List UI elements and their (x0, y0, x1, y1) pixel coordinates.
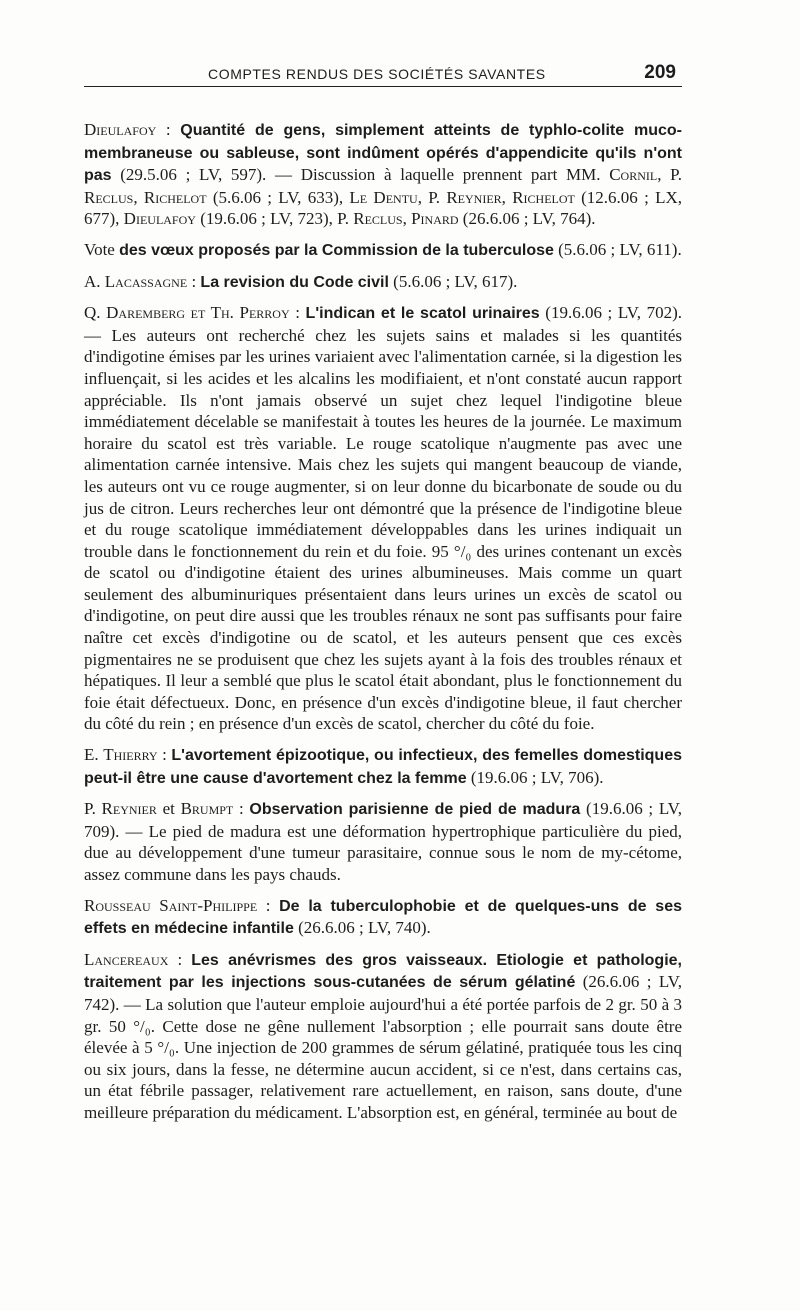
entry-body: (19.6.06 ; LV, 702). — Les auteurs ont recherché chez les sujets sains et malades si les quantités d'indigotine émises par les urines variaient avec l'alimentation carnée, si la digestion les influençait, si les acides et les alcalins les modifiaient, et n'ont constaté aucun rapport appréciable. Ils n'ont jamais observé un sujet chez lequel l'indigotine bleue immédiatement décelable se manifestait à toutes les heures de la journée. Le maximum horaire du scatol est très variable. Le rouge scatolique n'augmente pas avec une alimentation carnée intensive. Mais chez les sujets qui mangent beaucoup de viande, les auteurs ont vu ce rouge augmenter, si on leur donne du bicarbonate de soude ou du jus de citron. Leurs recherches leur ont démontré que la présence de l'indigotine bleue et du rouge scatolique immédiatement développables dans les urines indiquait un trouble dans le fonctionnement du rein et du foie. 95 °/₀ des urines contenant un excès de scatol ou d'indigotine étaient des urines albumineuses. Mais comme un quart seulement des albuminuriques présentaient dans leurs urines un excès de scatol ou d'indigotine, on peut dire aussi que les troubles rénaux ne sont pas suffisants pour faire naître cet excès d'indigotine ou de scatol, et les auteurs pensent que ces excès pigmentaires ne se produisent que chez les sujets ayant à la fois des troubles rénaux et hépatiques. Il leur a semblé que plus le scatol était abondant, plus le fonctionnement du foie était défectueux. Donc, en présence d'un excès d'indigotine bleue, il faut chercher du côté du rein ; en présence d'un excès de scatol, chercher du côté du foie. (84, 303, 683, 734)
entry-author: Reynier (101, 799, 157, 819)
running-head (84, 60, 682, 87)
entry-reference: (5.6.06 ; LV, 611). (553, 239, 682, 259)
entry-reference: (19.6.06 ; LV, 706). (466, 767, 604, 787)
entry-author: Lancereaux (84, 949, 169, 969)
entry-title: De la tuberculophobie et de quelques-uns de ses effets en médecine infantile (84, 897, 683, 938)
running-title: COMPTES RENDUS DES SOCIÉTÉS SAVANTES (208, 66, 546, 82)
page-number: 209 (644, 62, 676, 83)
entry-dieulafoy (84, 119, 682, 230)
entry-title: Observation parisienne de pied de madura (249, 801, 581, 819)
entry-separator: : (257, 895, 280, 915)
entry-text: (26.6.06 ; LV, 764). (458, 209, 596, 229)
entry-separator: : (187, 271, 201, 291)
entries (84, 119, 682, 1124)
entry-names: Reclus, Pinard (353, 209, 459, 229)
entry-text: , P. (417, 187, 447, 207)
entry-daremberg-perroy (84, 302, 682, 735)
entry-separator: : (289, 303, 306, 323)
entry-author: Dieulafoy (84, 120, 157, 139)
entry-separator: : (233, 799, 250, 819)
entry-text: (5.6.06 ; LV, 633), (206, 187, 350, 207)
entry-separator: : (168, 949, 192, 969)
entry-prefix: Vote (84, 239, 120, 259)
entry-title: Quantité de gens, simplement atteints de typhlo-colite muco-membraneuse ou sableuse, sont indûment opérés d'appendicite qu'ils n'ont pas (84, 122, 682, 185)
entry-lacassagne (84, 271, 682, 294)
entry-names: Cornil (609, 165, 658, 185)
entry-connector: et Th. (185, 303, 240, 323)
entry-names: Dieulafoy (123, 209, 196, 229)
entry-names: Reclus, Richelot (84, 187, 207, 207)
entry-initial: P. (84, 799, 102, 819)
entry-title: Les anévrismes des gros vaisseaux. Etiologie et pathologie, traitement par les injections sous-cutanées de sérum gélatiné (84, 951, 682, 992)
entry-text: , P. (657, 165, 682, 185)
entry-lancereaux (84, 949, 682, 1124)
entry-vote-voeux (84, 239, 682, 262)
page (84, 60, 682, 1133)
entry-author: Lacassagne (104, 271, 188, 291)
entry-text: (12.6.06 ; LX, 677), (84, 187, 682, 229)
entry-initial: Q. (84, 303, 107, 323)
entry-reference: (26.6.06 ; LV, 740). (293, 918, 431, 938)
entry-author: Rousseau Saint-Philippe (84, 895, 258, 915)
entry-connector: et (156, 799, 181, 819)
entry-separator: : (157, 745, 172, 765)
entry-reynier-brumpt (84, 798, 682, 885)
entry-reference: (29.5.06 ; LV, 597). — Discussion à laquelle prennent part MM. (111, 165, 610, 185)
entry-title: La revision du Code civil (200, 273, 389, 291)
entry-title: L'indican et le scatol urinaires (305, 305, 540, 323)
entry-rousseau-saint-philippe (84, 895, 682, 940)
entry-reference: (5.6.06 ; LV, 617). (388, 271, 518, 291)
entry-names: Reynier, Richelot (446, 187, 575, 207)
entry-author-2: Perroy (239, 303, 290, 323)
entry-separator: : (156, 120, 181, 139)
entry-initial: A. (84, 271, 105, 291)
entry-author-2: Brumpt (180, 799, 234, 819)
entry-body: (26.6.06 ; LV, 742). — La solution que l'auteur emploie aujourd'hui a été portée parfois de 2 gr. 50 à 3 gr. 50 °/₀. Cette dose ne gêne nullement l'absorption ; elle pourrait sans doute être élevée à 5 °/₀. Une injection de 200 grammes de sérum gélatiné, pratiquée tous les cinq ou six jours, dans la fesse, ne détermine aucun accident, si ce n'est, dans certains cas, un état fébrile passager, relativement rare actuellement, en raison, sans doute, d'une meilleure préparation du médicament. L'absorption est, en général, terminée au bout de (84, 972, 683, 1122)
entry-author: Thierry (103, 745, 158, 765)
entry-author: Daremberg (106, 303, 186, 323)
entry-title: L'avortement épizootique, ou infectieux, des femelles domestiques peut-il être une cause d'avortement chez la femme (84, 747, 682, 787)
entry-text: (19.6.06 ; LV, 723), P. (195, 209, 354, 229)
entry-names: Le Dentu (349, 187, 418, 207)
entry-thierry (84, 744, 682, 789)
entry-title: des vœux proposés par la Commission de la tuberculose (119, 241, 554, 259)
entry-body: (19.6.06 ; LV, 709). — Le pied de madura est une déformation hypertrophique particulière du pied, due au développement d'une tumeur parasitaire, connue sous le nom de my-cétome, assez commune dans les pays chauds. (84, 799, 682, 884)
entry-initial: E. (84, 745, 104, 765)
